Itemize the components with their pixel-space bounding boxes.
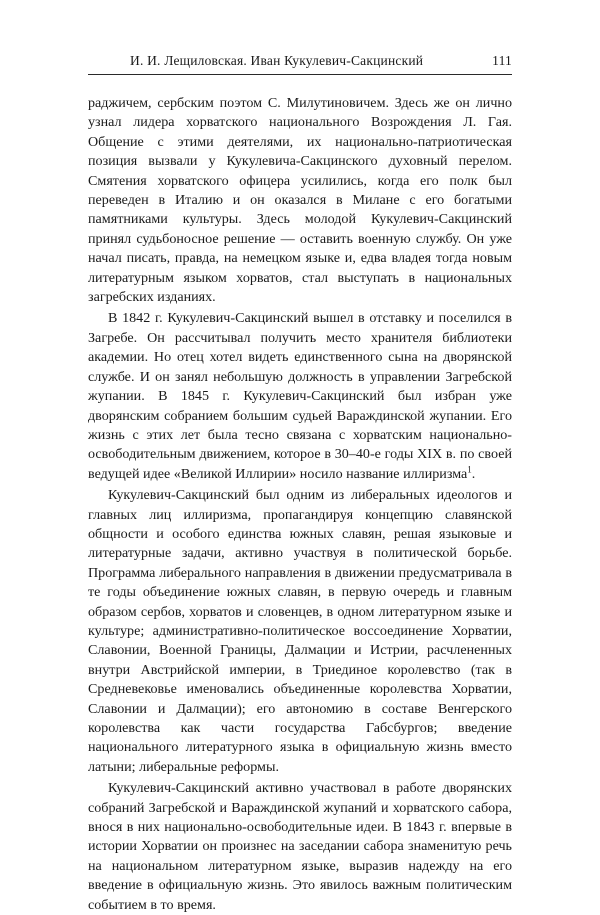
paragraph-1-text: раджичем, сербским поэтом С. Милутиновичем. Здесь же он лично узнал лидера хорватского национального Возрождения Л. Гая. Общение с этими деятелями, их национально-патриотическая позиция вызвали у Кукулевича-Сакцинского духовный перелом. Смятения хорватского офицера усилились, когда его полк был переведен в Италию и он оказался в Милане с его богатыми памятниками культуры. Здесь молодой Кукулевич-Сакцинский принял судьбоносное решение — оставить военную службу. Он уже начал писать, правда, на немецком языке и, едва владея тогда новым литературным языком хорватов, стал выступать в национальных загребских изданиях. (88, 95, 512, 306)
paragraph-2: В 1842 г. Кукулевич-Сакцинский вышел в отставку и поселился в Загребе. Он рассчитывал получить место хранителя библиотеки академии. Но отец хотел видеть единственного сына на дворянской службе. И он занял небольшую должность в управлении Загребской жупании. В 1845 г. Кукулевич-Сакцинский был избран уже дворянским собранием большим судьей Вараждинской жупании. Его жизнь с этих лет была тесно связана с хорватским национально-освободительным движением, которое в 30–40-е годы XIX в. по своей ведущей идее «Великой Иллирии» носило название иллиризма$^1$. (88, 310, 512, 482)
running-title: И. И. Лещиловская. Иван Кукулевич-Сакцинский (130, 53, 424, 68)
footnote-marker[interactable]: 1 (467, 464, 472, 475)
paragraph-3-text: Кукулевич-Сакцинский был одним из либеральных идеологов и главных лиц иллиризма, пропагандируя концепцию славянской общности и особого единства южных славян, решая языковые и литературные задачи, активно участвуя в политической борьбе. Программа либерального направления в движении предусматривала в те годы объединение южных славян, в первую очередь и главным образом сербов, хорватов и словенцев, в одном литературном языке и культуре; административно-политическое воссоединение Хорватии, Славонии, Военной Границы, Далмации и Истрии, расчлененных внутри Австрийской империи, в Триединое королевство (так в Средневековье именовались объединенные королевства Хорватии, Славонии и Далмации); его автономию в составе Венгерского королевства как части государства Габсбургов; введение национального литературного языка в официальную жизнь вместо латыни; либеральные реформы. (88, 487, 512, 775)
paragraph-4-text: Кукулевич-Сакцинский активно участвовал в работе дворянских собраний Загребской и Вараждинской жупаний и хорватского сабора, внося в них национально-освободительные идеи. В 1843 г. впервые в истории Хорватии он произнес на заседании сабора знаменитую речь на национальном литературном языке, выразив надежду на его введение в официальную жизнь. Это явилось важным политическим событием в то время. (88, 780, 512, 913)
paragraph-4 (88, 779, 512, 915)
paragraph-3 (88, 486, 512, 777)
paragraph-1 (88, 94, 512, 307)
running-header (88, 52, 512, 75)
paragraph-2-text: В 1842 г. Кукулевич-Сакцинский вышел в отставку и поселился в Загребе. Он рассчитывал получить место хранителя библиотеки академии. Но отец хотел видеть единственного сына на дворянской службе. И он занял небольшую должность в управлении Загребской жупании. В 1845 г. Кукулевич-Сакцинский был избран уже дворянским собранием большим судьей Вараждинской жупании. Его жизнь с этих лет была тесно связана с хорватским национально-освободительным движением, которое в 30–40-е годы XIX в. по своей ведущей идее «Великой Иллирии» носило название иллиризма (88, 310, 512, 482)
body-text (88, 94, 512, 915)
page-number: 111 (492, 53, 512, 68)
